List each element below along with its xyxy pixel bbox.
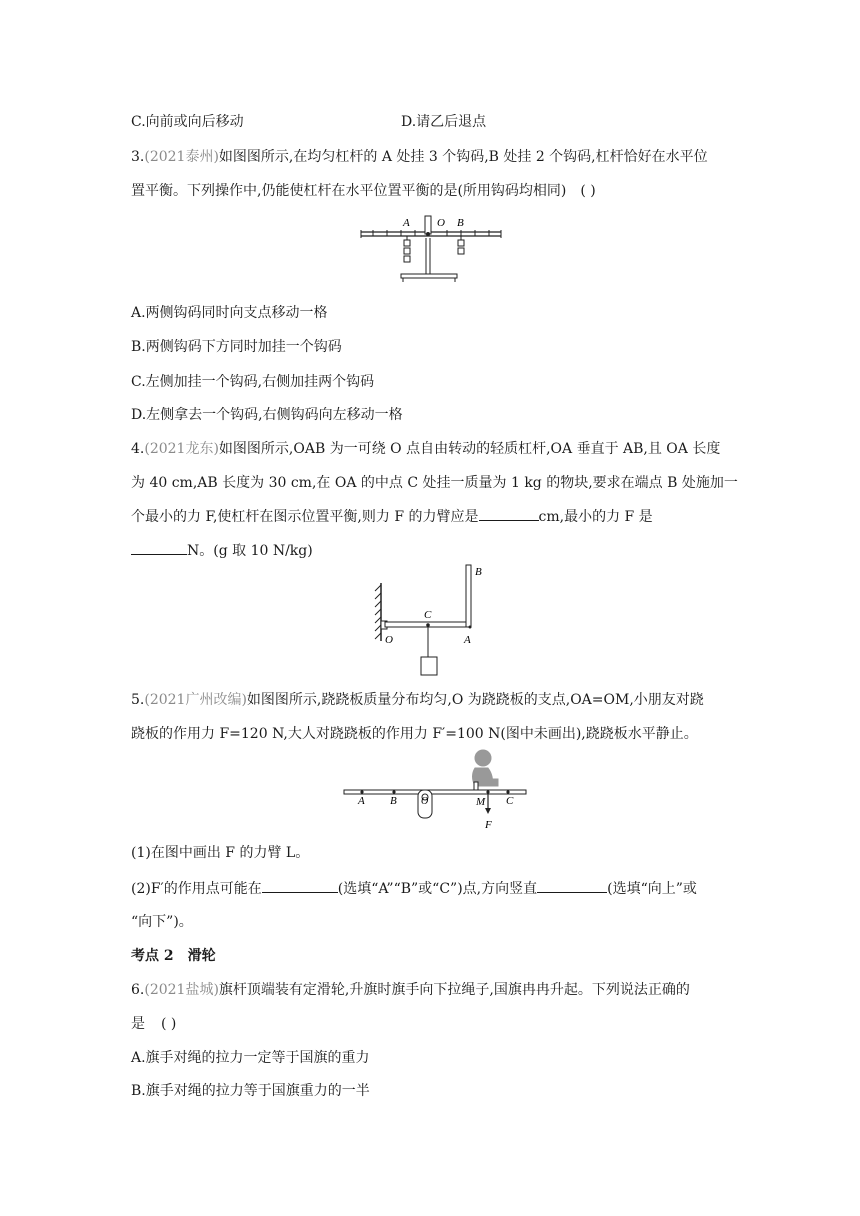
q4-label-a: A: [464, 634, 471, 646]
q4-line4: N。(g 取 10 N/kg): [131, 540, 313, 561]
q5-label-c: C: [506, 795, 514, 807]
q5-sub2: (2)F′的作用点可能在 (选填“A”“B”或“C”)点,方向竖直 (选填“向上”或: [131, 878, 697, 899]
q3-label-a: A: [403, 217, 410, 229]
q3-label-b: B: [457, 217, 464, 229]
q3-stem-line1: 3.(2021泰州)如图图所示,在均匀杠杆的 A 处挂 3 个钩码,B 处挂 2 个钩码,杠杆恰好在水平位: [131, 149, 708, 165]
q4-line3: 个最小的力 F,使杠杆在图示位置平衡,则力 F 的力臂应是 cm,最小的力 F 是: [131, 506, 653, 527]
q4-label-c: C: [424, 609, 432, 621]
section-title: 滑轮: [187, 948, 216, 964]
q3-option-b: B.两侧钩码下方同时加挂一个钩码: [131, 339, 342, 355]
q6-option-b: B.旗手对绳的拉力等于国旗重力的一半: [131, 1083, 370, 1099]
section-heading: [131, 946, 216, 966]
q3-label-o: O: [437, 217, 445, 229]
q6-option-a: A.旗手对绳的拉力一定等于国旗的重力: [131, 1050, 370, 1066]
q5-label-a: A: [358, 795, 365, 807]
q5-line1: 5.(2021广州改编)如图图所示,跷跷板质量分布均匀,O 为跷跷板的支点,OA=OM,小朋友对跷: [131, 692, 704, 708]
q5-sub1: (1)在图中画出 F 的力臂 L。: [131, 845, 310, 861]
q5-label-o: O: [421, 796, 429, 807]
q4-blank-arm[interactable]: [479, 506, 539, 521]
q2-option-d: D.请乙后退点: [401, 114, 487, 130]
q5-blank-point[interactable]: [262, 878, 338, 893]
q3-lever-figure: [357, 212, 507, 288]
q6-answer-paren: ( ): [161, 1016, 177, 1032]
q5-label-m: M: [476, 796, 486, 808]
q4-source: (2021龙东): [144, 441, 219, 457]
q5-source: (2021广州改编): [144, 692, 247, 708]
q3-source: (2021泰州): [144, 149, 219, 165]
q5-blank-direction[interactable]: [537, 878, 607, 893]
section-label: 考点 2: [131, 948, 174, 964]
q5-sub2-cont: “向下”)。: [131, 914, 193, 930]
q6-line2: 是 ( ): [131, 1016, 177, 1032]
q4-line1: 4.(2021龙东)如图图所示,OAB 为一可绕 O 点自由转动的轻质杠杆,OA 垂直于 AB,且 OA 长度: [131, 441, 721, 457]
q4-blank-force[interactable]: [131, 540, 187, 555]
q5-seesaw-figure: [342, 748, 528, 834]
child-figure: [473, 750, 499, 786]
q5-line2: 跷板的作用力 F=120 N,大人对跷跷板的作用力 F′=100 N(图中未画出),跷跷板水平静止。: [131, 726, 698, 742]
q2-option-c: C.向前或向后移动: [131, 114, 244, 130]
q3-answer-paren: ( ): [580, 183, 596, 199]
q4-label-b: B: [475, 566, 482, 578]
q4-lever-figure: [373, 563, 493, 681]
q3-option-d: D.左侧拿去一个钩码,右侧钩码向左移动一格: [131, 407, 403, 423]
q6-line1: 6.(2021盐城)旗杆顶端装有定滑轮,升旗时旗手向下拉绳子,国旗冉冉升起。下列说法正确的: [131, 982, 690, 998]
q3-option-c: C.左侧加挂一个钩码,右侧加挂两个钩码: [131, 374, 375, 390]
q6-source: (2021盐城): [144, 982, 219, 998]
q5-label-b: B: [390, 795, 397, 807]
q4-line2: 为 40 cm,AB 长度为 30 cm,在 OA 的中点 C 处挂一质量为 1 kg 的物块,要求在端点 B 处施加一: [131, 475, 738, 491]
q3-option-a: A.两侧钩码同时向支点移动一格: [131, 305, 328, 321]
q5-label-f: F: [485, 819, 492, 831]
q4-label-o: O: [385, 634, 393, 646]
q3-stem-line2: 置平衡。下列操作中,仍能使杠杆在水平位置平衡的是(所用钩码均相同) ( ): [131, 183, 596, 199]
